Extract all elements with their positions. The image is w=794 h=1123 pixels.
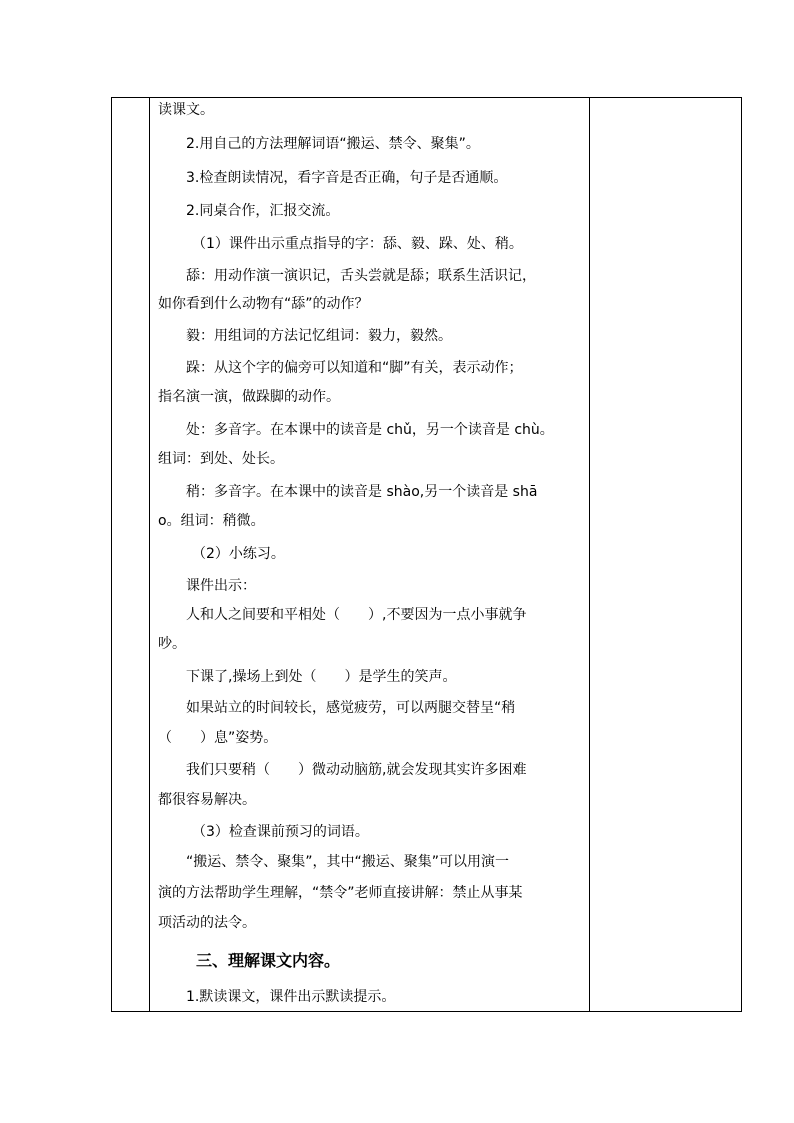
text-line: 指名演一演，做跺脚的动作。	[158, 389, 340, 405]
text-line: 演的方法帮助学生理解，“禁令”老师直接讲解：禁止从事某	[158, 885, 523, 901]
text-line: 3.检查朗读情况，看字音是否正确，句子是否通顺。	[186, 170, 508, 186]
section-heading: 三、理解课文内容。	[196, 951, 341, 970]
text-line: （1）课件出示重点指导的字：舔、毅、跺、处、稍。	[192, 236, 523, 252]
text-line: 吵。	[158, 636, 186, 652]
text-line: （2）小练习。	[192, 546, 285, 562]
text-line: 如果站立的时间较长，感觉疲劳，可以两腿交替呈“稍	[186, 700, 516, 716]
text-line: 人和人之间要和平相处（ ）,不要因为一点小事就争	[186, 607, 527, 623]
text-line: （3）检查课前预习的词语。	[192, 824, 369, 840]
text-line: 稍：多音字。在本课中的读音是 shào,另一个读音是 shā	[186, 484, 538, 500]
text-line: 毅：用组词的方法记忆组词：毅力，毅然。	[186, 328, 452, 344]
text-line: 跺：从这个字的偏旁可以知道和“脚”有关，表示动作；	[186, 360, 523, 376]
text-line: o。组词：稍微。	[158, 513, 265, 529]
text-line: 项活动的法令。	[158, 915, 256, 931]
lesson-table	[111, 97, 742, 1012]
text-line: 我们只要稍（ ）微动动脑筋,就会发现其实许多困难	[186, 762, 527, 778]
text-line: 组词：到处、处长。	[158, 451, 284, 467]
text-line: （ ）息”姿势。	[158, 730, 278, 746]
text-line: 读课文。	[158, 102, 214, 118]
text-line: 2.用自己的方法理解词语“搬运、禁令、聚集”。	[186, 136, 480, 152]
text-line: 如你看到什么动物有“舔”的动作？	[158, 296, 369, 312]
text-line: 下课了,操场上到处（ ）是学生的笑声。	[186, 669, 457, 685]
table-divider-left	[149, 98, 150, 1011]
text-line: 舔：用动作演一演识记，舌头尝就是舔；联系生活识记，	[186, 268, 536, 284]
text-line: 1.默读课文，课件出示默读提示。	[186, 989, 396, 1005]
table-divider-right	[589, 98, 590, 1011]
text-line: 课件出示：	[186, 578, 256, 594]
text-line: 都很容易解决。	[158, 792, 256, 808]
text-line: 处：多音字。在本课中的读音是 chǔ，另一个读音是 chù。	[186, 422, 554, 438]
text-line: “搬运、禁令、聚集”，其中“搬运、聚集”可以用演一	[186, 854, 510, 870]
text-line: 2.同桌合作，汇报交流。	[186, 203, 340, 219]
